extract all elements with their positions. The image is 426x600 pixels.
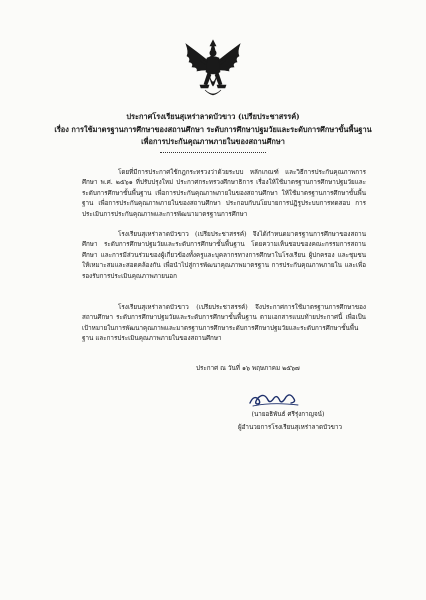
announcement-heading: ประกาศโรงเรียนสุเหร่าลาดบัวขาว (เปรียประชาสรรค์) <box>126 112 300 121</box>
announcement-date: ประกาศ ณ วันที่ ๑๖ พฤษภาคม ๒๕๖๗ <box>196 365 300 372</box>
body-paragraph-3: โรงเรียนสุเหร่าลาดบัวขาว (เปรียประชาสรรค์) จึงประกาศการใช้มาตรฐานการศึกษาของสถานศึกษา ระดับการศึกษาปฐมวัยและระดับการศึกษาขั้นพื้นฐาน ตามเอกสารแนบท้ายประกาศนี้ เพื่อเป็นเป้าหมายในการพัฒนาคุณภาพและมาตรฐานการศึกษาระดับการศึกษาปฐมวัยและระดับการศึกษาขั้นพื้นฐาน และการประเมินคุณภาพภายในของสถานศึกษา <box>82 304 366 343</box>
signer-title: ผู้อำนวยการโรงเรียนสุเหร่าลาดบัวขาว <box>237 424 343 431</box>
garuda-emblem-icon <box>183 38 243 100</box>
handwritten-signature <box>244 388 302 410</box>
divider-line <box>160 152 266 153</box>
body-paragraph-1: โดยที่มีการประกาศใช้กฎกระทรวงว่าด้วยระบบ หลักเกณฑ์ และวิธีการประกันคุณภาพการศึกษา พ.ศ. ๒๕๖๑ ที่ปรับปรุงใหม่ ประกาศกระทรวงศึกษาธิการ เรื่องให้ใช้มาตรฐานการศึกษาปฐมวัยและระดับการศึกษาขั้นพื้นฐาน เพื่อการประกันคุณภาพภายในของสถานศึกษา ให้ใช้มาตรฐานการศึกษาขั้นพื้นฐาน เพื่อการประกันคุณภาพภายในของสถานศึกษา ประกอบกับนโยบายการปฏิรูประบบการทดสอบ การประเมินการประกันคุณภาพและการพัฒนามาตรฐานการศึกษา <box>82 169 366 218</box>
body-paragraph-2: โรงเรียนสุเหร่าลาดบัวขาว (เปรียประชาสรรค์) จึงได้กำหนดมาตรฐานการศึกษาของสถานศึกษา ระดับการศึกษาปฐมวัยและระดับการศึกษาขั้นพื้นฐาน โดยความเห็นชอบของคณะกรรมการสถานศึกษา และการมีส่วนร่วมของผู้เกี่ยวข้องทั้งครูและบุคลากรทางการศึกษาในโรงเรียน ผู้ปกครอง และชุมชน ให้เหมาะสมและสอดคล้องกัน เพื่อนำไปสู่การพัฒนาคุณภาพมาตรฐาน การประกันคุณภาพภายใน และเพื่อรองรับการประเมินคุณภาพภายนอก <box>82 231 366 280</box>
announcement-subject-cont: เพื่อการประกันคุณภาพภายในของสถานศึกษา <box>141 137 285 146</box>
announcement-subject: เรื่อง การใช้มาตรฐานการศึกษาของสถานศึกษา ระดับการศึกษาปฐมวัยและระดับการศึกษาขั้นพื้นฐาน <box>54 125 372 134</box>
signer-name: (นายอธิพันธ์ ศรีรุ่งกาญจน์) <box>251 411 325 418</box>
